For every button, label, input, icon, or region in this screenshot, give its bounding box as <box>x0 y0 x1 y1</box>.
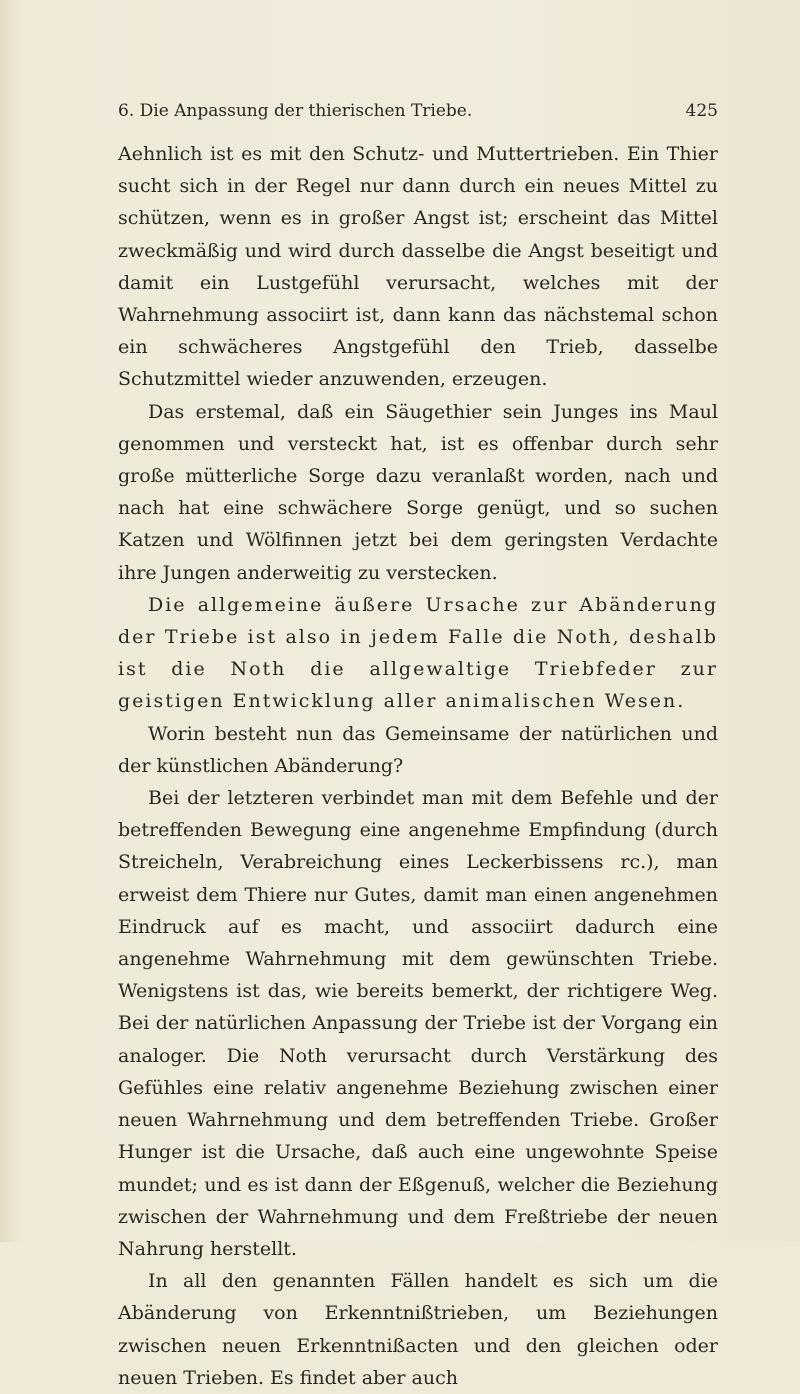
paragraph: Bei der letzteren verbindet man mit dem Befehle und der betreffenden Bewegung eine angenehme Empfindung (durch Streicheln, Verabreichung eines Leckerbissens rc.), man erweist dem Thiere nur Gutes, damit man einen angenehmen Eindruck auf es macht, und associirt dadurch eine angenehme Wahrnehmung mit dem gewünschten Triebe. Wenigstens ist das, wie bereits bemerkt, der richtigere Weg. Bei der natürlichen Anpassung der Triebe ist der Vorgang ein analoger. Die Noth verursacht durch Verstärkung des Gefühles eine relativ angenehme Beziehung zwischen einer neuen Wahrnehmung und dem betreffenden Triebe. Großer Hunger ist die Ursache, daß auch eine ungewohnte Speise mundet; und es ist dann der Eßgenuß, welcher die Beziehung zwischen der Wahrnehmung und dem Freßtriebe der neuen Nahrung herstellt. <box>118 787 718 1260</box>
paragraph: Aehnlich ist es mit den Schutz- und Muttertrieben. Ein Thier sucht sich in der Regel nur dann durch ein neues Mittel zu schützen, wenn es in großer Angst ist; erscheint das Mittel zweckmäßig und wird durch dasselbe die Angst beseitigt und damit ein Lustgefühl verursacht, welches mit der Wahrnehmung associirt ist, dann kann das nächstemal schon ein schwächeres Angstgefühl den Trieb, dasselbe Schutzmittel wieder anzuwenden, erzeugen. <box>118 143 718 391</box>
paragraph: Worin besteht nun das Gemeinsame der natürlichen und der künstlichen Abänderung? <box>118 722 718 777</box>
paragraph-emphasized: Die allgemeine äußere Ursache zur Abänderung der Triebe ist also in jedem Falle die Noth, deshalb ist die Noth die allgewaltige Triebfeder zur geistigen Entwicklung aller animalischen Wesen. <box>118 593 718 713</box>
running-title: 6. Die Anpassung der thierischen Triebe. <box>118 101 473 121</box>
page-number: 425 <box>685 101 718 121</box>
body-text <box>118 138 718 1394</box>
page-header <box>118 96 718 126</box>
paragraph: In all den genannten Fällen handelt es sich um die Abänderung von Erkenntnißtrieben, um Beziehungen zwischen neuen Erkenntnißacten und den gleichen oder neuen Trieben. Es findet aber auch <box>118 1270 718 1389</box>
paragraph: Das erstemal, daß ein Säugethier sein Junges ins Maul genommen und versteckt hat, ist es offenbar durch sehr große mütterliche Sorge dazu veranlaßt worden, nach und nach hat eine schwächere Sorge genügt, und so suchen Katzen und Wölfinnen jetzt bei dem geringsten Verdachte ihre Jungen anderweitig zu verstecken. <box>118 400 718 584</box>
